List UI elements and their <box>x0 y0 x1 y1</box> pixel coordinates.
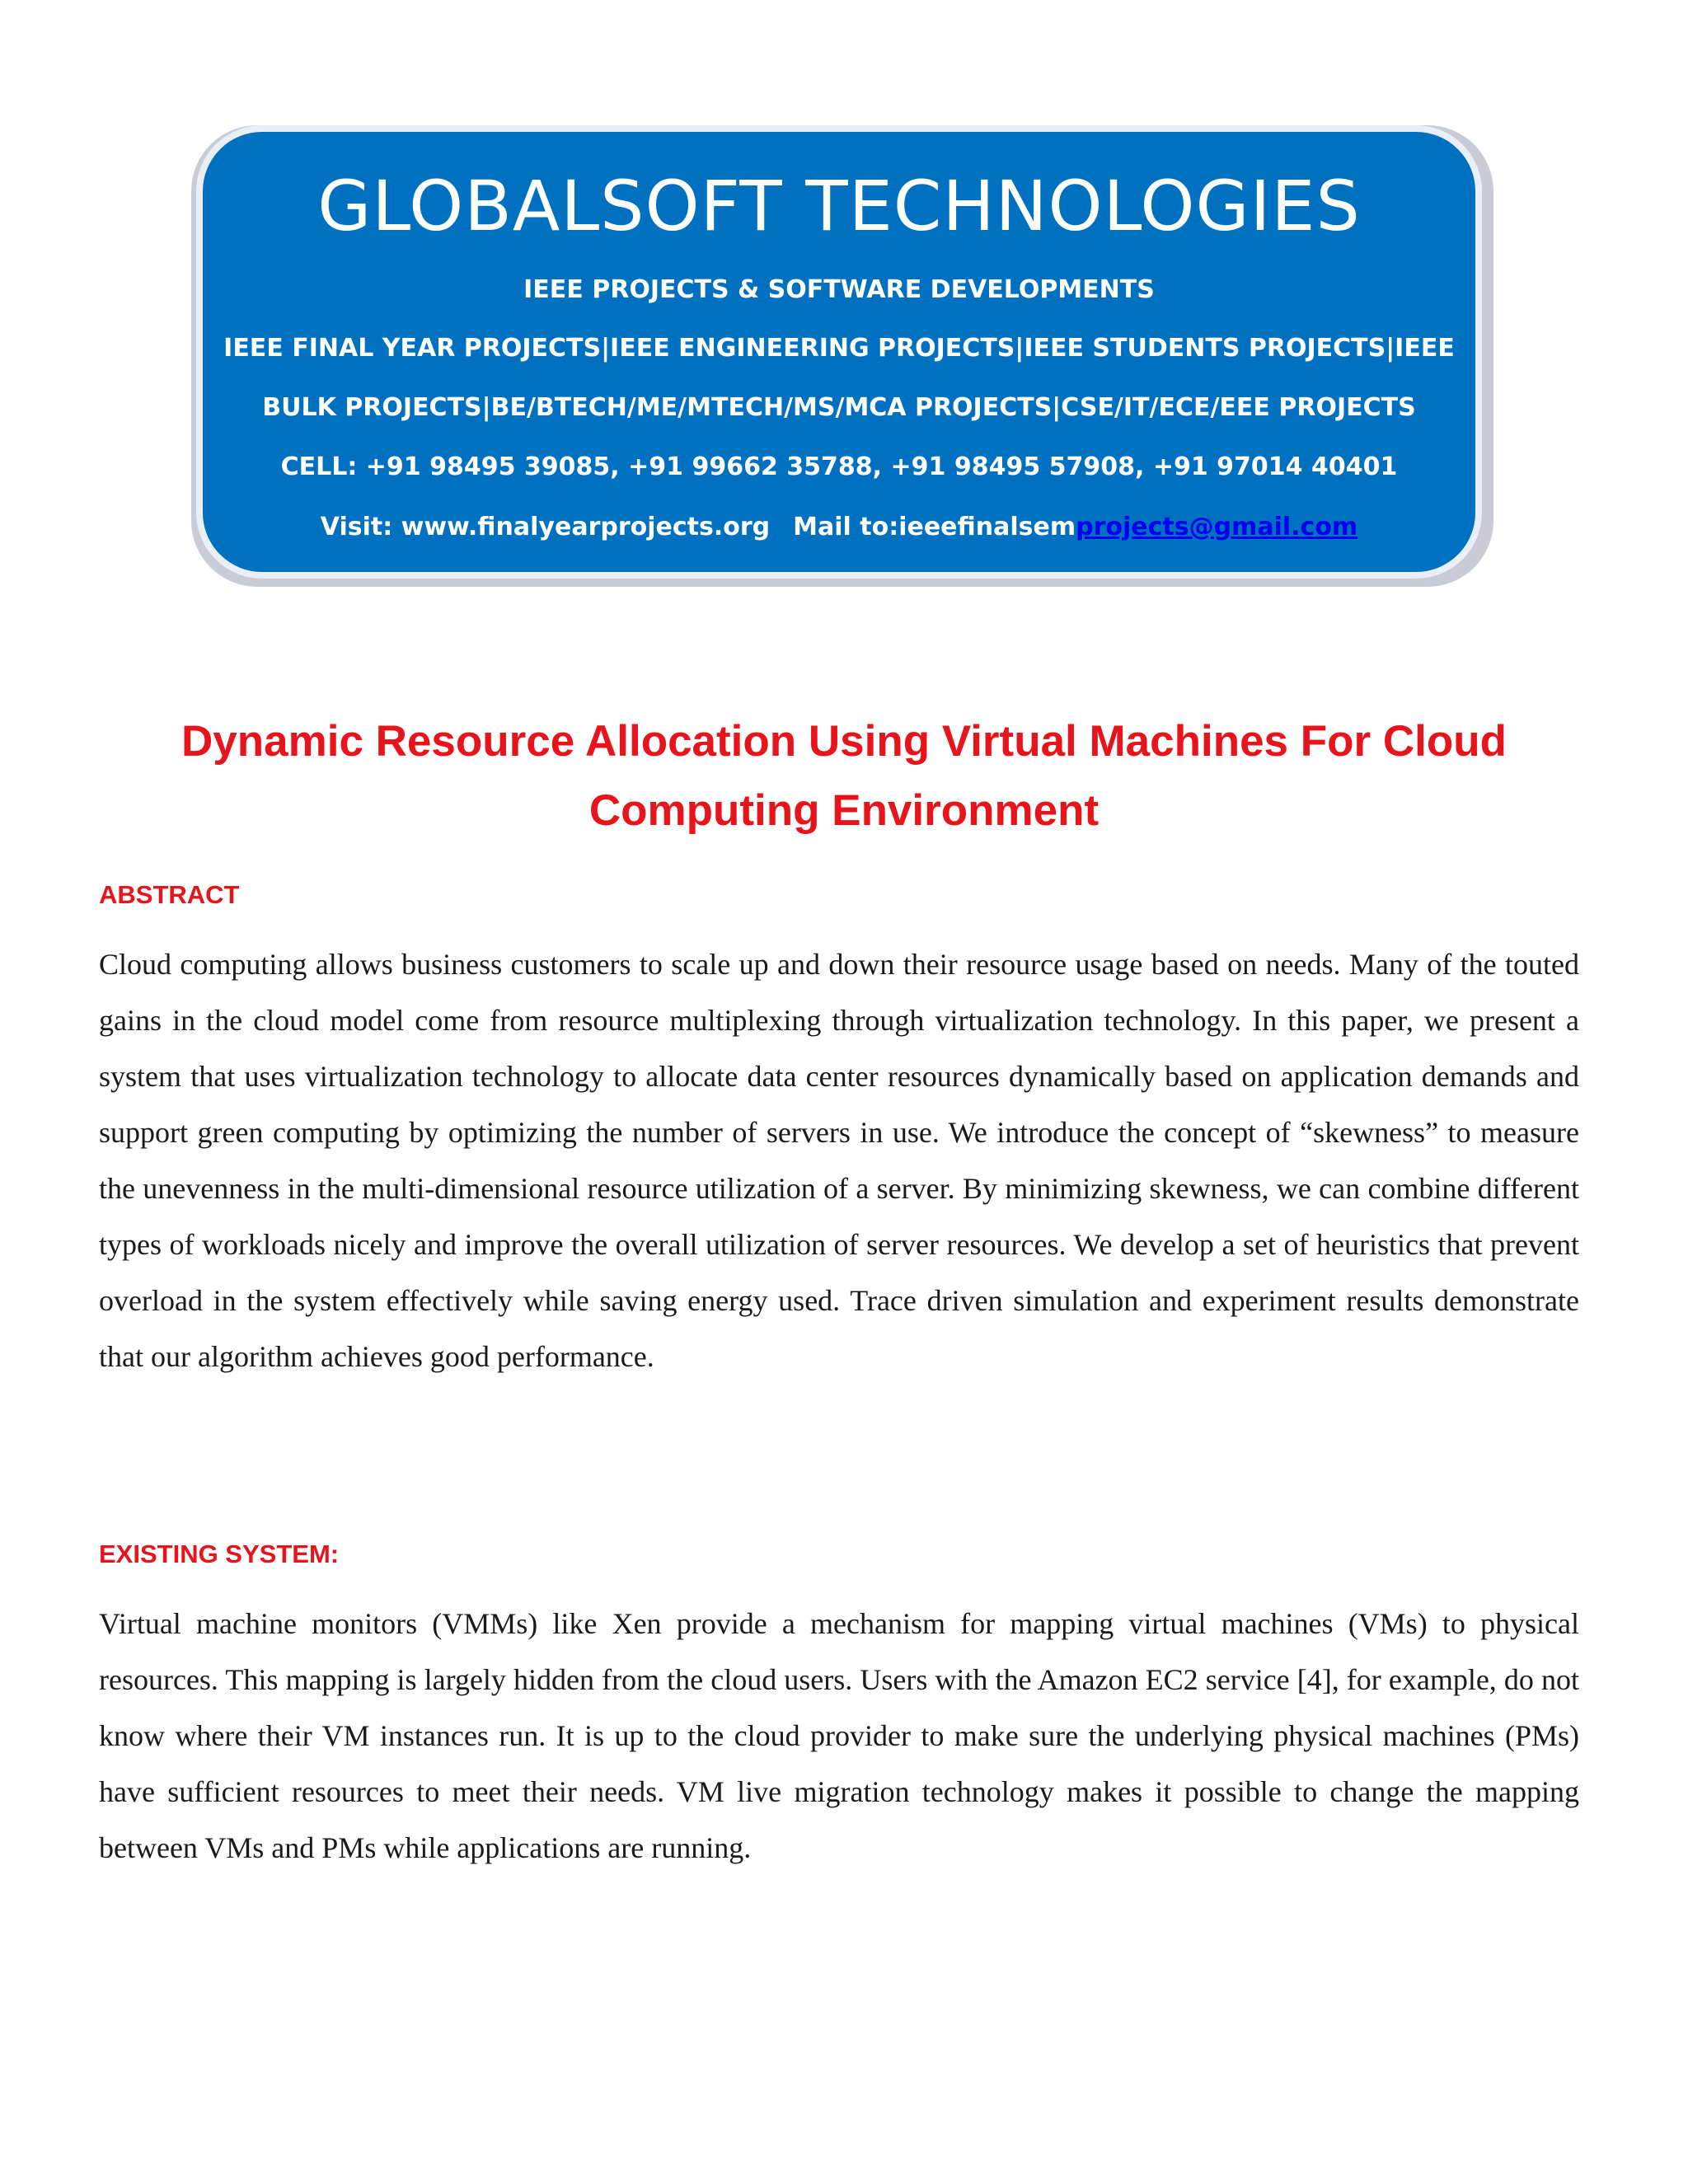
company-name: GLOBALSOFT TECHNOLOGIES <box>317 166 1361 246</box>
banner-services-line-2: BULK PROJECTS|BE/BTECH/ME/MTECH/MS/MCA PROJECTS|CSE/IT/ECE/EEE PROJECTS <box>262 393 1416 422</box>
mail-to-text: Mail to:ieeefinalsem <box>793 513 1076 541</box>
banner-contact-line <box>203 511 1475 544</box>
visit-website-text: Visit: www.finalyearprojects.org <box>320 513 771 541</box>
company-banner <box>196 125 1482 579</box>
document-title: Dynamic Resource Allocation Using Virtual Machines For Cloud Computing Environment <box>181 717 1507 835</box>
existing-system-heading: EXISTING SYSTEM: <box>99 1540 340 1568</box>
banner-phone-numbers: CELL: +91 98495 39085, +91 99662 35788, +91 98495 57908, +91 97014 40401 <box>280 452 1398 481</box>
existing-system-paragraph: Virtual machine monitors (VMMs) like Xen provide a mechanism for mapping virtual machines (VMs) to physical resources. This mapping is largely hidden from the cloud users. Users with the Amazon EC2 service [4], for example, do not know where their VM instances run. It is up to the cloud provider to make sure the underlying physical machines (PMs) have sufficient resources to meet their needs. VM live migration technology makes it possible to change the mapping between VMs and PMs while applications are running. <box>99 1607 1579 1864</box>
email-link[interactable]: projects@gmail.com <box>1076 513 1358 541</box>
banner-services-line-1: IEEE FINAL YEAR PROJECTS|IEEE ENGINEERING PROJECTS|IEEE STUDENTS PROJECTS|IEEE <box>223 334 1455 363</box>
abstract-paragraph: Cloud computing allows business customers to scale up and down their resource usage based on needs. Many of the touted gains in the cloud model come from resource multiplexing through virtualization technology. In this paper, we present a system that uses virtualization technology to allocate data center resources dynamically based on application demands and support green computing by optimizing the number of servers in use. We introduce the concept of “skewness” to measure the unevenness in the multi-dimensional resource utilization of a server. By minimizing skewness, we can combine different types of workloads nicely and improve the overall utilization of server resources. We develop a set of heuristics that prevent overload in the system effectively while saving energy used. Trace driven simulation and experiment results demonstrate that our algorithm achieves good performance. <box>99 948 1579 1373</box>
banner-tagline: IEEE PROJECTS & SOFTWARE DEVELOPMENTS <box>523 275 1155 304</box>
abstract-heading: ABSTRACT <box>99 880 240 909</box>
